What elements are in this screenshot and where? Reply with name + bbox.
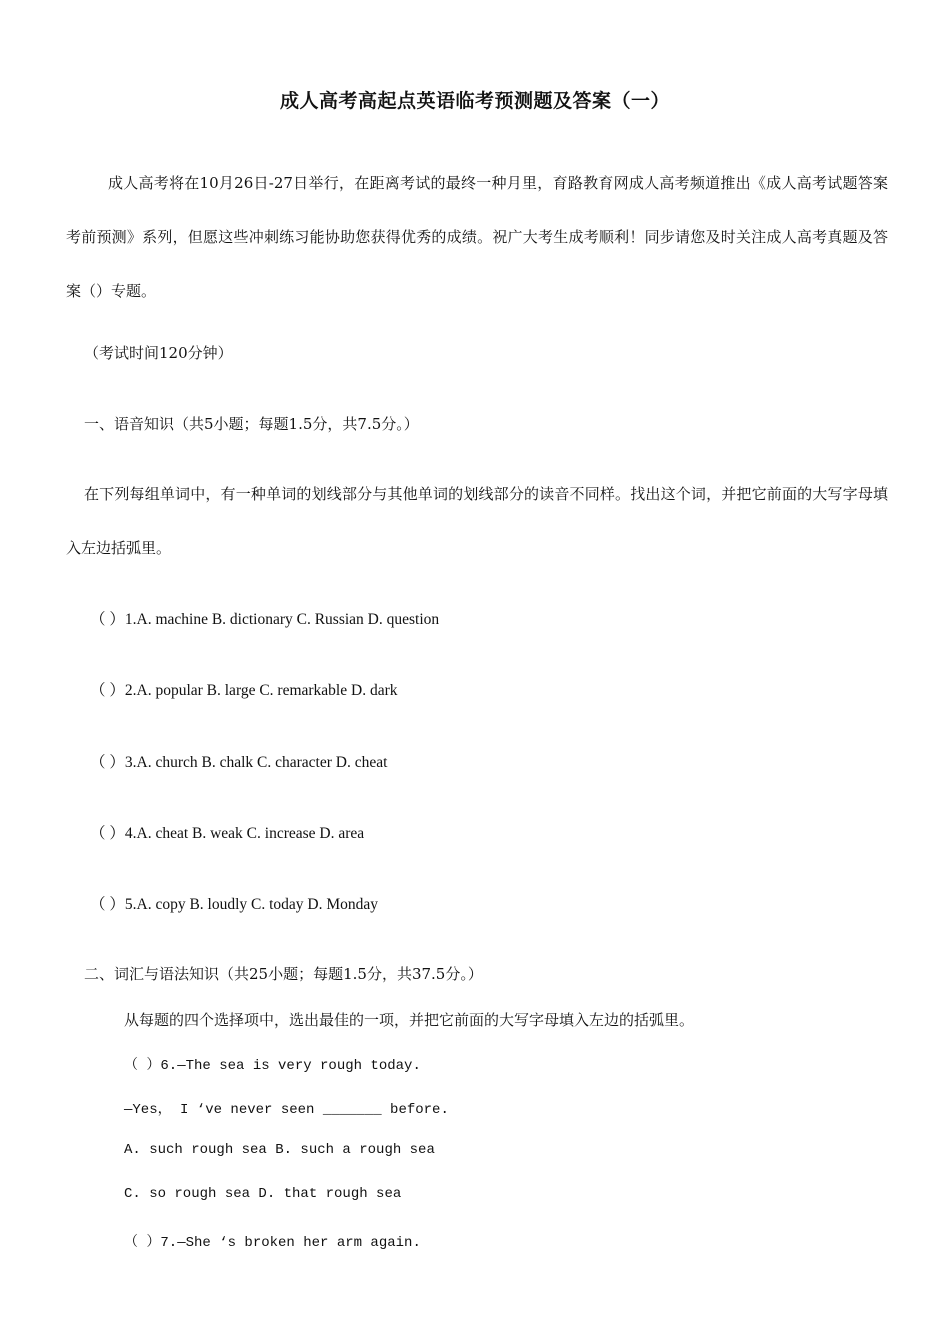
- intro-paragraph: 成人高考将在10月26日-27日举行，在距离考试的最终一种月里，育路教育网成人高考频道推出《成人高考试题答案考前预测》系列，但愿这些冲刺练习能协助您获得优秀的成绩。祝广大考生成考顺利！同步请您及时关注成人高考真题及答案（）专题。: [66, 174, 888, 300]
- question-7-prompt: （ ）7.—She ‘s broken her arm again.: [124, 1235, 421, 1251]
- question-6-response: —Yes， I ‘ve never seen _______ before.: [124, 1102, 449, 1118]
- question-3: （ ）3.A. church B. chalk C. character D. cheat: [90, 754, 388, 771]
- question-4: （ ）4.A. cheat B. weak C. increase D. area: [90, 825, 365, 842]
- section1-heading: 一、语音知识（共5小题；每题1.5分，共7.5分。）: [84, 415, 419, 433]
- question-6-options-ab: A. such rough sea B. such a rough sea: [124, 1142, 435, 1158]
- question-6-options-cd: C. so rough sea D. that rough sea: [124, 1186, 402, 1202]
- section2-heading: 二、词汇与语法知识（共25小题；每题1.5分，共37.5分。）: [84, 965, 483, 983]
- question-5: （ ）5.A. copy B. loudly C. today D. Monday: [90, 896, 379, 913]
- question-6-prompt: （ ）6.—The sea is very rough today.: [124, 1058, 421, 1074]
- section2-instruction: 从每题的四个选择项中，选出最佳的一项，并把它前面的大写字母填入左边的括弧里。: [124, 1011, 695, 1029]
- exam-time: （考试时间120分钟）: [84, 344, 233, 362]
- section1-instruction: 在下列每组单词中，有一种单词的划线部分与其他单词的划线部分的读音不同样。找出这个词，并把它前面的大写字母填入左边括弧里。: [66, 485, 888, 557]
- page-title: 成人高考高起点英语临考预测题及答案（一）: [279, 90, 670, 112]
- question-2: （ ）2.A. popular B. large C. remarkable D. dark: [90, 682, 398, 699]
- question-1: （ ）1.A. machine B. dictionary C. Russian D. question: [90, 611, 440, 628]
